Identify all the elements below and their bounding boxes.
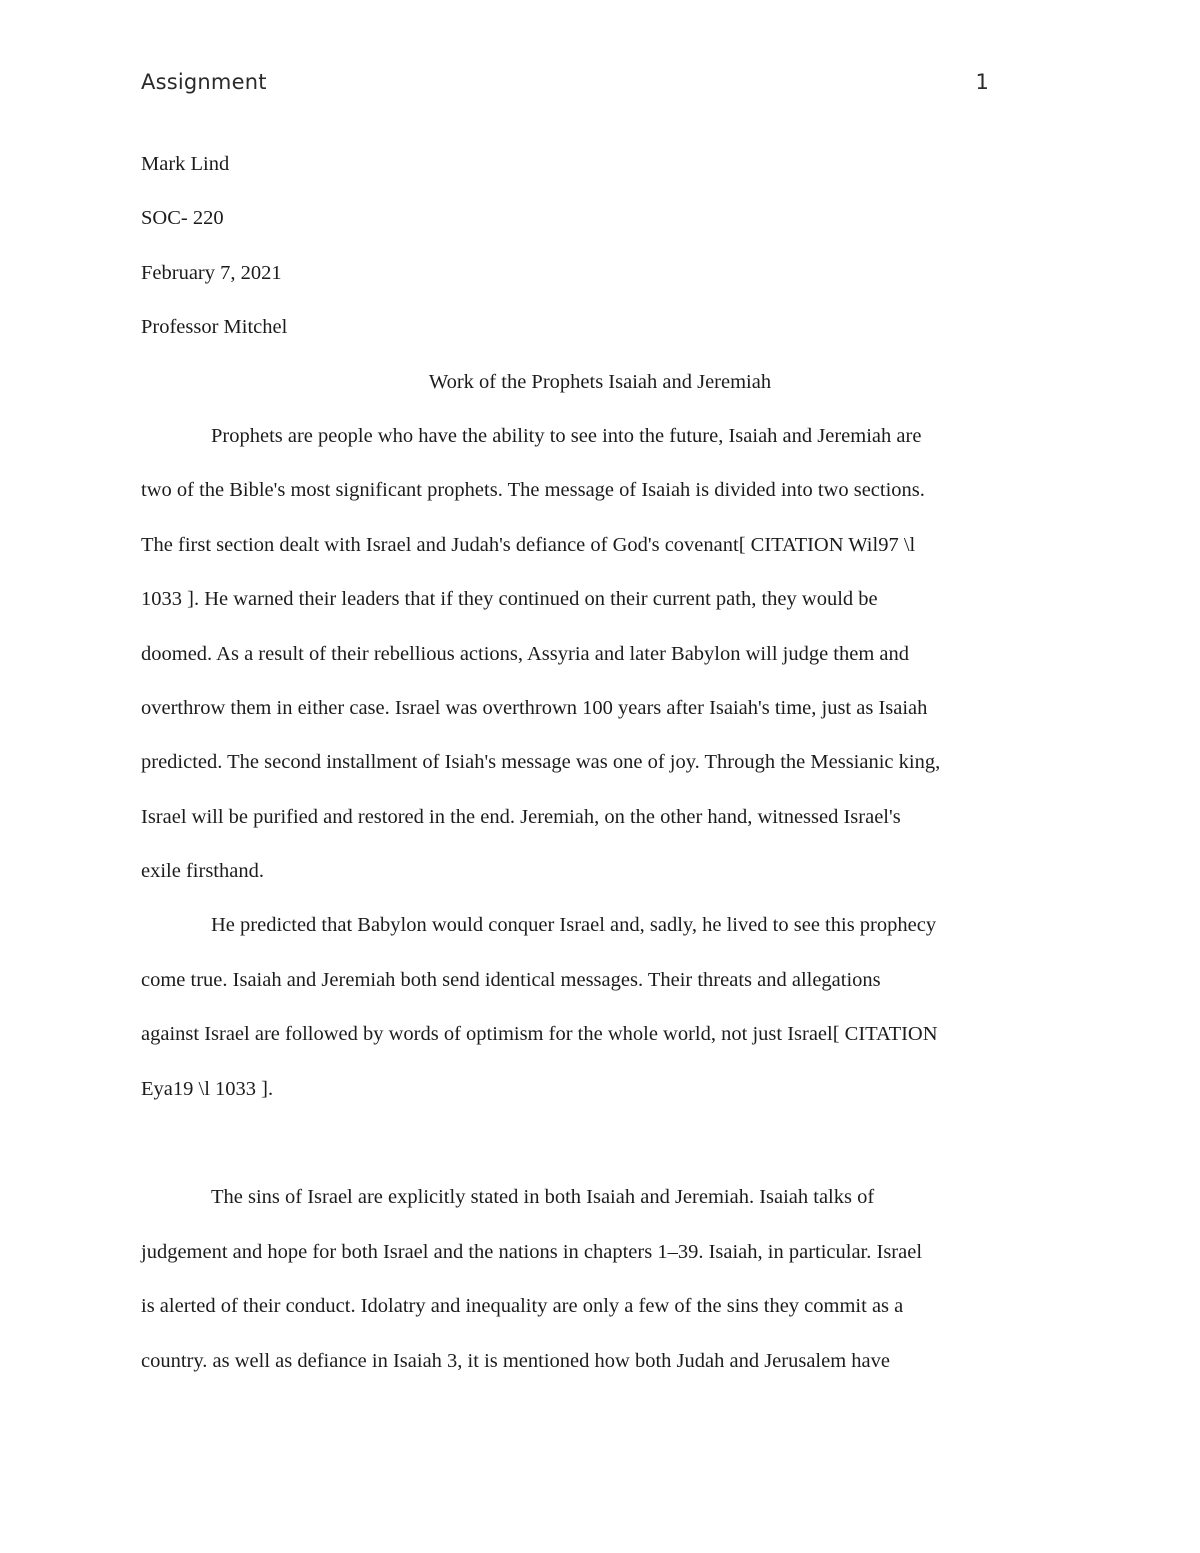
document-body (141, 137, 1059, 1388)
paragraph-line: Prophets are people who have the ability to see into the future, Isaiah and Jeremiah are (211, 424, 922, 447)
paragraph-line: come true. Isaiah and Jeremiah both send identical messages. Their threats and allegations (141, 968, 881, 991)
running-head (141, 70, 989, 94)
paragraph-line: two of the Bible's most significant prophets. The message of Isaiah is divided into two sections. (141, 479, 925, 502)
paragraph-line: doomed. As a result of their rebellious actions, Assyria and later Babylon will judge them and (141, 642, 910, 665)
paragraph-line: is alerted of their conduct. Idolatry and inequality are only a few of the sins they commit as a (141, 1295, 904, 1318)
paragraph-3 (141, 1170, 1059, 1388)
paragraph-line: exile firsthand. (141, 860, 264, 883)
paragraph-line: The sins of Israel are explicitly stated in both Isaiah and Jeremiah. Isaiah talks of (211, 1186, 875, 1209)
course-code: SOC- 220 (141, 207, 224, 230)
professor-name: Professor Mitchel (141, 316, 288, 339)
paragraph-line: against Israel are followed by words of optimism for the whole world, not just Israel[ CITATION (141, 1023, 938, 1046)
paragraph-line: 1033 ]. He warned their leaders that if they continued on their current path, they would be (141, 588, 878, 611)
paragraph-1 (141, 409, 1059, 899)
submission-date: February 7, 2021 (141, 261, 282, 284)
paragraph-2 (141, 898, 1059, 1116)
paragraph-line: country. as well as defiance in Isaiah 3, it is mentioned how both Judah and Jerusalem have (141, 1349, 890, 1372)
paragraph-line: Israel will be purified and restored in the end. Jeremiah, on the other hand, witnessed Israel's (141, 805, 901, 828)
blank-line (141, 1116, 1059, 1170)
paragraph-line: judgement and hope for both Israel and the nations in chapters 1–39. Isaiah, in particular. Israel (141, 1240, 923, 1263)
paragraph-line: Eya19 \l 1033 ]. (141, 1077, 274, 1100)
paragraph-line: The first section dealt with Israel and Judah's defiance of God's covenant[ CITATION Wil97 \l (141, 533, 916, 556)
paper-title: Work of the Prophets Isaiah and Jeremiah (428, 370, 772, 393)
page-number: 1 (975, 70, 989, 94)
paragraph-line: overthrow them in either case. Israel was overthrown 100 years after Isaiah's time, just as Isaiah (141, 696, 928, 719)
student-name: Mark Lind (141, 153, 230, 175)
paragraph-line: predicted. The second installment of Isiah's message was one of joy. Through the Messianic king, (141, 751, 941, 774)
paragraph-line: He predicted that Babylon would conquer Israel and, sadly, he lived to see this prophecy (211, 914, 937, 937)
running-title: Assignment (141, 70, 267, 94)
